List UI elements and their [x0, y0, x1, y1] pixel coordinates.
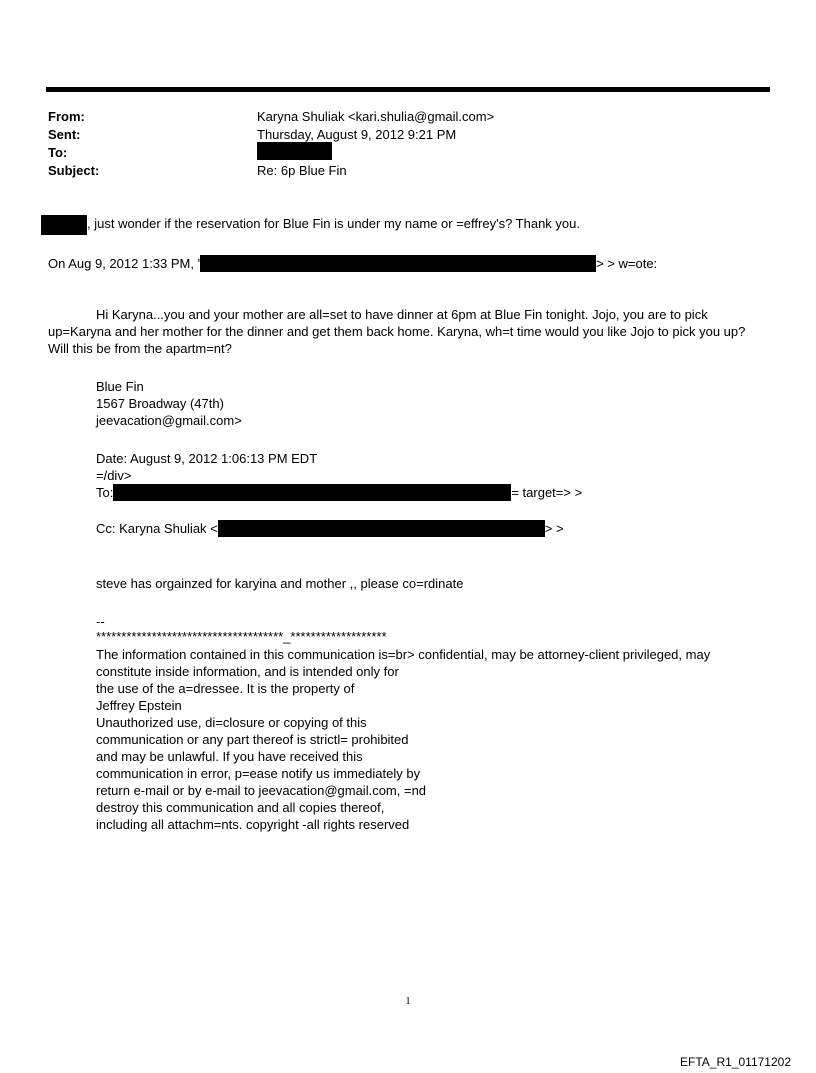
- disclaimer-line: communication or any part thereof is strictl= prohibited: [96, 732, 409, 747]
- disclaimer-line: return e-mail or by e-mail to jeevacation@gmail.com, =nd: [96, 783, 427, 798]
- address-street: 1567 Broadway (47th): [96, 396, 224, 411]
- disclaimer-line: communication in error, p=ease notify us immediately by: [96, 766, 421, 781]
- redaction: [200, 255, 596, 272]
- to-line-start: To:: [96, 485, 114, 500]
- address-name: Blue Fin: [96, 379, 144, 394]
- disclaimer-line: The information contained in this communication is=br> confidential, may be attorney-client privileged, may: [96, 647, 711, 662]
- to-redaction: [257, 142, 332, 160]
- cc-line-end: > >: [544, 521, 564, 536]
- div-line: =/div>: [96, 468, 132, 483]
- bates-number: EFTA_R1_01171202: [680, 1055, 791, 1069]
- cc-line-start: Cc: Karyna Shuliak <: [96, 521, 218, 536]
- signature-stars: *************************************_*******************: [96, 629, 387, 644]
- cc-line: [96, 520, 564, 537]
- to-label: To:: [48, 145, 68, 160]
- body-line-1: [41, 215, 580, 235]
- body-line-1-text: , just wonder if the reservation for Blue Fin is under my name or =effrey's? Thank you.: [87, 216, 580, 231]
- message-line: steve has orgainzed for karyina and mother ,, please co=rdinate: [96, 576, 464, 591]
- redaction: [218, 520, 545, 537]
- disclaimer-line: including all attachm=nts. copyright -all rights reserved: [96, 817, 410, 832]
- quote-intro-start: On Aug 9, 2012 1:33 PM, ': [48, 256, 201, 271]
- sent-value: Thursday, August 9, 2012 9:21 PM: [257, 127, 457, 142]
- disclaimer-line: and may be unlawful. If you have received this: [96, 749, 363, 764]
- disclaimer-line: destroy this communication and all copies thereof,: [96, 800, 385, 815]
- disclaimer-line: constitute inside information, and is intended only for: [96, 664, 399, 679]
- from-label: From:: [48, 109, 85, 124]
- subject-value: Re: 6p Blue Fin: [257, 163, 347, 178]
- address-email: jeevacation@gmail.com>: [96, 413, 242, 428]
- header-rule: [46, 87, 770, 92]
- disclaimer-line: Jeffrey Epstein: [96, 698, 182, 713]
- disclaimer-line: Unauthorized use, di=closure or copying of this: [96, 715, 367, 730]
- page-number: 1: [405, 995, 411, 1007]
- to-line: [96, 484, 582, 501]
- quote-intro: [48, 255, 657, 272]
- subject-label: Subject:: [48, 163, 100, 178]
- disclaimer-line: the use of the a=dressee. It is the property of: [96, 681, 355, 696]
- quote-intro-end: > > w=ote:: [596, 256, 658, 271]
- redaction: [113, 484, 511, 501]
- from-value: Karyna Shuliak <kari.shulia@gmail.com>: [257, 109, 495, 124]
- to-line-end: = target=> >: [511, 485, 583, 500]
- signature-dash: --: [96, 614, 105, 629]
- date-line: Date: August 9, 2012 1:06:13 PM EDT: [96, 451, 318, 466]
- sent-label: Sent:: [48, 127, 81, 142]
- redaction: [41, 215, 87, 235]
- reply-paragraph: Hi Karyna...you and your mother are all=set to have dinner at 6pm at Blue Fin tonight. Jojo, you are to pick up=Karyna and her mother for the dinner and get them back home. Karyna, wh=t time would you like Jojo to pick you up? Will this be from the apartm=nt?: [48, 307, 746, 356]
